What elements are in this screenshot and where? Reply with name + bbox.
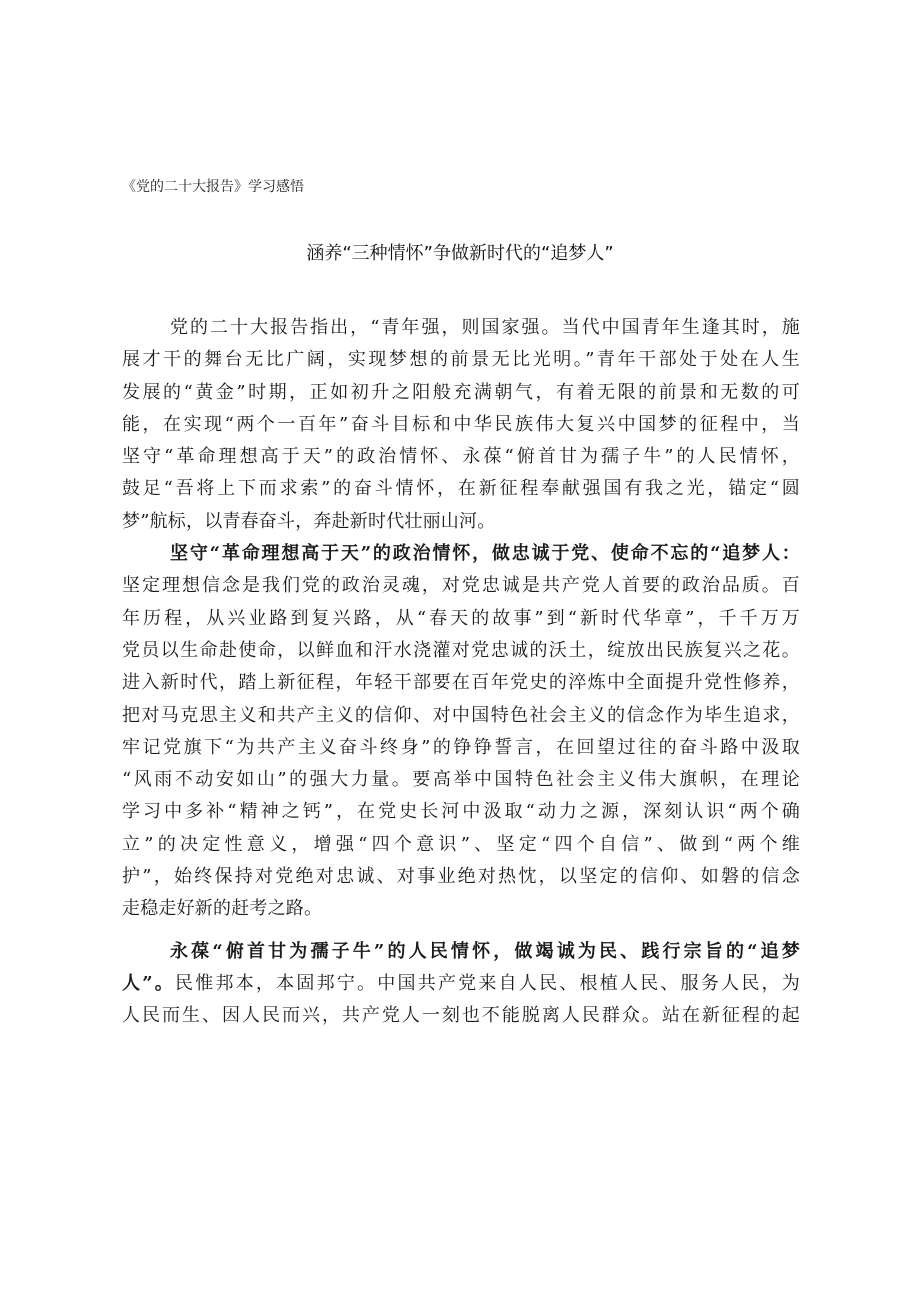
section-heading-end: 人”。 — [122, 972, 176, 994]
text-line — [122, 796, 800, 828]
text-line — [122, 968, 800, 1000]
line-text: 发展的“黄金”时期，正如初升之阳般充满朝气，有着无限的前景和无数的可 — [122, 381, 800, 403]
line-text: 展才干的舞台无比广阔，实现梦想的前景无比光明。”青年干部处于处在人生 — [122, 349, 800, 371]
line-text: 立”的决定性意义，增强“四个意识”、坚定“四个自信”、做到“两个维 — [122, 833, 800, 855]
text-line — [122, 635, 800, 667]
line-text: 党员以生命赴使命，以鲜血和汗水浇灌对党忠诚的沃土，绽放出民族复兴之花。 — [122, 639, 800, 661]
line-text: 牢记党旗下“为共产主义奋斗终身”的铮铮誓言，在回望过往的奋斗路中汲取 — [122, 736, 800, 758]
section-heading: 永葆“俯首甘为孺子牛”的人民情怀，做竭诚为民、践行宗旨的“追梦 — [170, 940, 800, 962]
text-line — [122, 570, 800, 602]
text-line — [122, 667, 800, 699]
text-line — [122, 377, 800, 409]
line-text: 鼓足“吾将上下而求索”的奋斗情怀，在新征程奉献强国有我之光，锚定“圆 — [122, 478, 800, 500]
paragraph-intro — [122, 312, 800, 538]
line-text: 梦”航标，以青春奋斗，奔赴新时代壮丽山河。 — [122, 510, 496, 532]
line-text: 走稳走好新的赶考之路。 — [122, 898, 323, 920]
paragraph-people — [122, 936, 800, 1033]
section-heading: 坚守“革命理想高于天”的政治情怀，做忠诚于党、使命不忘的“追梦人： — [170, 543, 800, 565]
text-line — [122, 732, 800, 764]
text-line — [122, 829, 800, 861]
text-line — [122, 473, 800, 505]
text-line — [122, 409, 800, 441]
text-line — [122, 700, 800, 732]
line-text: 坚定理想信念是我们党的政治灵魂，对党忠诚是共产党人首要的政治品质。百 — [122, 575, 800, 597]
paragraph-spacing — [122, 926, 800, 936]
text-line — [122, 312, 800, 344]
text-line — [122, 893, 800, 925]
document-header: 《党的二十大报告》学习感悟 — [122, 179, 304, 195]
text-line — [122, 344, 800, 376]
page-title: 涵养“三种情怀”争做新时代的“追梦人” — [306, 243, 614, 264]
line-text: 护”，始终保持对党绝对忠诚、对事业绝对热忱，以坚定的信仰、如磐的信念 — [122, 866, 800, 888]
line-text: 人民而生、因人民而兴，共产党人一刻也不能脱离人民群众。站在新征程的起 — [122, 1005, 800, 1027]
line-text: 年历程，从兴业路到复兴路，从“春天的故事”到“新时代华章”，千千万万 — [122, 607, 800, 629]
line-text: 学习中多补“精神之钙”，在党史长河中汲取“动力之源，深刻认识“两个确 — [122, 801, 800, 823]
text-line — [122, 538, 800, 570]
text-line — [122, 603, 800, 635]
text-line — [122, 861, 800, 893]
line-text: 民惟邦本，本固邦宁。中国共产党来自人民、根植人民、服务人民，为 — [175, 972, 800, 994]
line-text: 进入新时代，踏上新征程，年轻干部要在百年党史的淬炼中全面提升党性修养， — [122, 672, 800, 694]
text-line — [122, 764, 800, 796]
line-text: 能，在实现“两个一百年”奋斗目标和中华民族伟大复兴中国梦的征程中，当 — [122, 413, 800, 435]
line-text: 党的二十大报告指出，“青年强，则国家强。当代中国青年生逢其时，施 — [170, 317, 800, 338]
text-line — [122, 936, 800, 968]
text-line — [122, 1000, 800, 1032]
line-text: “风雨不动安如山”的强大力量。要高举中国特色社会主义伟大旗帜，在理论 — [122, 769, 800, 791]
line-text: 把对马克思主义和共产主义的信仰、对中国特色社会主义的信念作为毕生追求， — [122, 704, 800, 726]
document-body — [122, 312, 800, 1033]
line-text: 坚守“革命理想高于天”的政治情怀、永葆“俯首甘为孺子牛”的人民情怀， — [122, 446, 800, 468]
paragraph-political — [122, 538, 800, 926]
text-line — [122, 441, 800, 473]
text-line — [122, 506, 800, 538]
